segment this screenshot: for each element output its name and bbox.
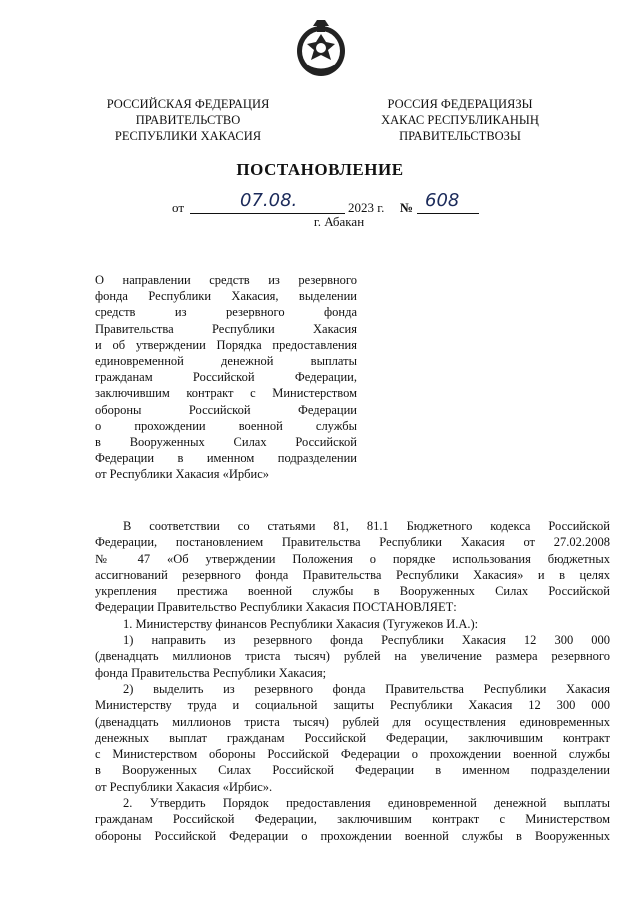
header-right-line: ХАКАС РЕСПУБЛИКАНЫҢ [381,113,539,127]
subject-line: от Республики Хакасия «Ирбис» [95,467,269,482]
subject-line: заключившим контракт с Министерством [95,386,357,401]
body-line: фонда Правительства Республики Хакасия; [95,665,327,680]
header-right-khakas [360,96,560,144]
body-line: с Министерством обороны Российской Федерации о прохождении военной службы [95,747,610,762]
body-line: 1) направить из резервного фонда Республики Хакасия 12 300 000 [123,633,610,648]
body-line: Федерации Правительство Республики Хакасия ПОСТАНОВЛЯЕТ: [95,600,457,615]
document-title: ПОСТАНОВЛЕНИЕ [236,160,404,179]
body-line: В соответствии со статьями 81, 81.1 Бюджетного кодекса Российской [123,519,610,533]
subject-line: средств из резервного фонда [95,305,357,320]
body-line: в Вооруженных Силах Российской Федерации в именном подразделении [95,763,610,778]
subject-line: о прохождении военной службы [95,418,357,433]
subject-line: Правительства Республики Хакасия [95,321,357,336]
body-text [95,518,610,844]
city-label: г. Абакан [313,214,365,229]
body-line: обороны Российской Федерации о прохождении военной службы в Вооруженных [95,828,610,843]
header-right-line: ПРАВИТЕЛЬСТВОЗЫ [399,129,521,143]
body-line: 2. Утвердить Порядок предоставления единовременной денежной выплаты [123,796,610,811]
subject-line: в Вооруженных Силах Российской [95,435,357,450]
body-line: укрепления престижа военной службы в Вооруженных Силах Российской [95,584,610,599]
header-left-line: ПРАВИТЕЛЬСТВО [135,113,241,127]
body-line: (двенадцать миллионов триста тысяч) рублей на увеличение размера резервного [95,649,610,664]
body-line: 1. Министерству финансов Республики Хакасия (Тугужеков И.А.): [123,616,479,631]
handwritten-date: 07.08. [240,190,298,211]
subject-line: О направлении средств из резервного [95,273,357,287]
header-left-line: РЕСПУБЛИКИ ХАКАСИЯ [114,129,262,143]
body-line: 2) выделить из резервного фонда Правительства Республики Хакасия [123,681,610,696]
subject-line: единовременной денежной выплаты [95,354,357,369]
body-line: денежных выплат гражданам Российской Федерации, заключившим контракт [95,730,610,745]
body-line: Министерству труда и социальной защиты Республики Хакасия 12 300 000 [95,698,610,713]
body-line: № 47 «Об утверждении Положения о порядке использования бюджетных [95,551,610,566]
subject-line: обороны Российской Федерации [95,402,357,417]
body-line: (двенадцать миллионов триста тысяч) рублей для осуществления единовременных [95,714,610,729]
subject-line: фонда Республики Хакасия, выделении [95,289,357,304]
coat-of-arms-emblem [295,18,347,78]
subject-block [95,272,357,483]
subject-line: и об утверждении Порядка предоставления [95,337,357,352]
header-left-russian [88,96,288,144]
body-line: гражданам Российской Федерации, заключившим контракт с Министерством [95,812,610,827]
date-year: 2023 г. [348,200,385,215]
header-left-line: РОССИЙСКАЯ ФЕДЕРАЦИЯ [106,97,270,111]
body-line: ассигнований резервного фонда Правительства Республики Хакасия» и в целях [95,567,610,582]
body-line: Федерации, постановлением Правительства Республики Хакасия от 27.02.2008 [95,535,610,550]
subject-line: Федерации в именном подразделении [95,451,357,466]
header-right-line: РОССИЯ ФЕДЕРАЦИЯЗЫ [387,97,533,111]
handwritten-number: 608 [425,190,460,211]
subject-line: гражданам Российской Федерации, [95,370,357,385]
number-label: № [400,200,414,215]
body-line: от Республики Хакасия «Ирбис». [95,779,273,794]
date-from-label: от [172,200,185,215]
